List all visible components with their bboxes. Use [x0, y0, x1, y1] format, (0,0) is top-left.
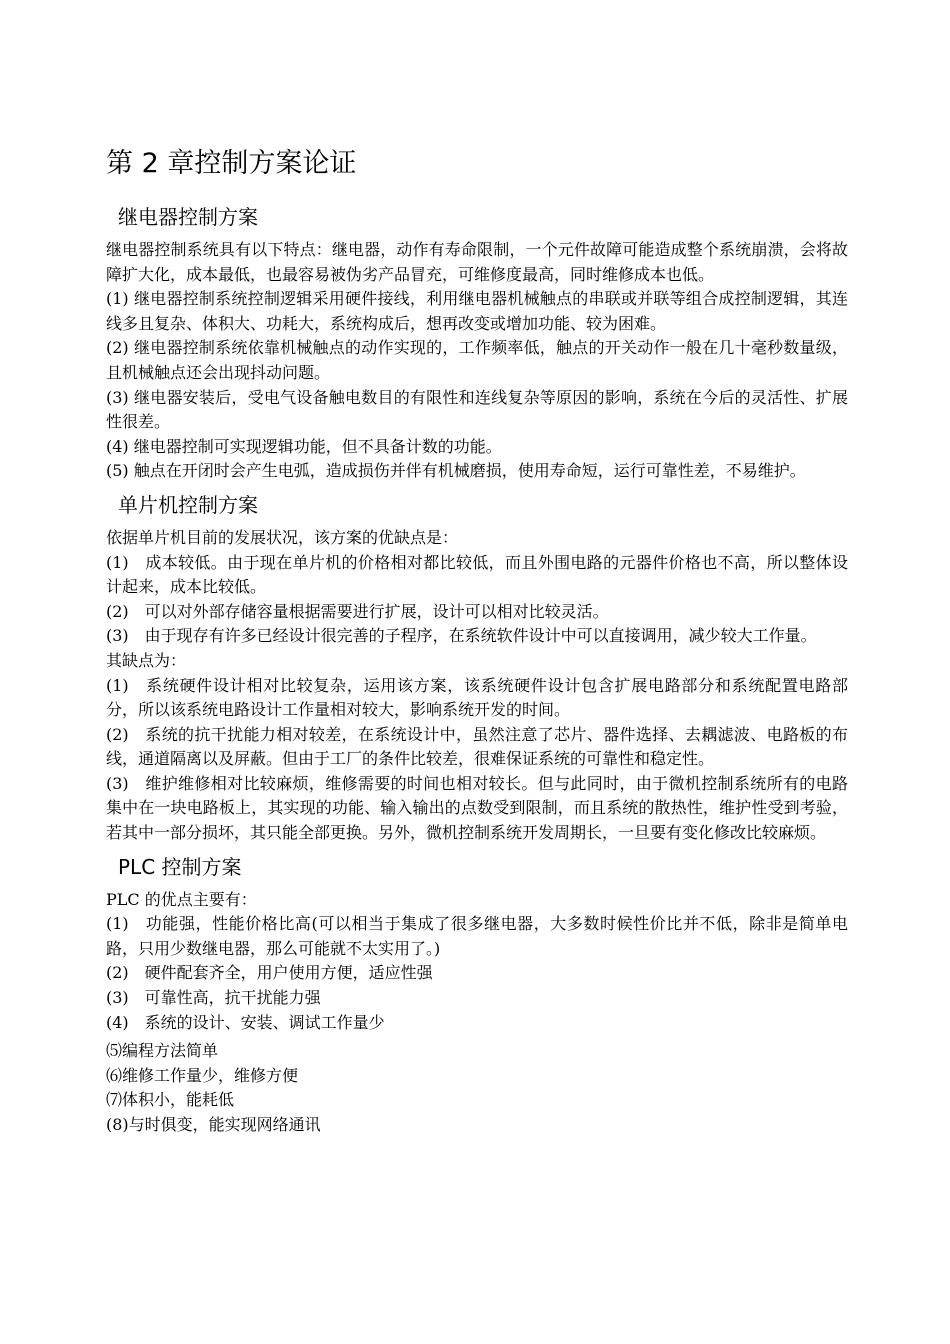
list-item: (3) 可靠性高，抗干扰能力强 — [106, 988, 321, 1008]
section-mcu-control — [106, 490, 848, 846]
section-heading: 继电器控制方案 — [118, 205, 258, 229]
list-item: (3) 由于现存有许多已经设计很完善的子程序，在系统软件设计中可以直接调用，减少较大工作量。 — [106, 626, 817, 646]
list-item: (2) 继电器控制系统依靠机械触点的动作实现的，工作频率低，触点的开关动作一般在几十毫秒数量级，且机械触点还会出现抖动问题。 — [106, 338, 848, 382]
list-item: ⑸编程方法简单 — [106, 1041, 219, 1061]
section-heading: 单片机控制方案 — [118, 492, 258, 517]
section-relay-control — [106, 202, 848, 484]
chapter-title: 第 2 章控制方案论证 — [106, 148, 357, 179]
list-item: (4) 继电器控制可实现逻辑功能，但不具备计数的功能。 — [106, 436, 502, 456]
list-item: (2) 系统的抗干扰能力相对较差，在系统设计中，虽然注意了芯片、器件选择、去耦滤波、电路板的布线，通道隔离以及屏蔽。但由于工厂的条件比较差，很难保证系统的可靠性和稳定性。 — [106, 724, 848, 769]
list-item: ⑺体积小，能耗低 — [106, 1090, 235, 1110]
document-page — [106, 144, 848, 1138]
section-plc-control — [106, 852, 848, 1138]
paragraph: PLC 的优点主要有： — [106, 889, 257, 909]
list-item: (3) 继电器安装后，受电气设备触电数目的有限性和连线复杂等原因的影响，系统在今后的灵活性、扩展性很差。 — [106, 387, 848, 432]
list-item: (8)与时俱变，能实现网络通讯 — [106, 1115, 321, 1134]
section-heading: PLC 控制方案 — [118, 854, 242, 879]
list-item: (1) 功能强，性能价格比高(可以相当于集成了很多继电器，大多数时候性价比并不低，除非是简单电路，只用少数继电器，那么可能就不太实用了。) — [106, 914, 848, 958]
paragraph: 依据单片机目前的发展状况，该方案的优缺点是： — [106, 527, 459, 547]
list-item: (4) 系统的设计、安装、调试工作量少 — [106, 1012, 385, 1032]
list-item: (3) 维护维修相对比较麻烦，维修需要的时间也相对较长。但与此同时，由于微机控制系统所有的电路集中在一块电路板上，其实现的功能、输入输出的点数受到限制，而且系统的散热性，维护性受到考验，若其中一部分损坏，其只能全部更换。另外，微机控制系统开发周期长，一旦要有变化修改比较麻烦。 — [106, 773, 848, 843]
list-item: (2) 硬件配套齐全，用户使用方便，适应性强 — [106, 963, 433, 983]
paragraph: 其缺点为： — [106, 650, 187, 670]
list-item: (2) 可以对外部存储容量根据需要进行扩展，设计可以相对比较灵活。 — [106, 601, 609, 621]
list-item: (1) 成本较低。由于现在单片机的价格相对都比较低，而且外围电路的元器件价格也不高，所以整体设计起来，成本比较低。 — [106, 552, 848, 597]
list-item: (1) 继电器控制系统控制逻辑采用硬件接线，利用继电器机械触点的串联或并联等组合成控制逻辑，其连线多且复杂、体积大、功耗大，系统构成后，想再改变或增加功能、较为困难。 — [106, 289, 848, 333]
list-item: ⑹维修工作量少，维修方便 — [106, 1065, 299, 1085]
paragraph: 继电器控制系统具有以下特点：继电器，动作有寿命限制，一个元件故障可能造成整个系统崩溃，会将故障扩大化，成本最低，也最容易被伪劣产品冒充，可维修度最高，同时维修成本也低。 — [106, 240, 848, 284]
list-item: (1) 系统硬件设计相对比较复杂，运用该方案，该系统硬件设计包含扩展电路部分和系统配置电路部分，所以该系统电路设计工作量相对较大，影响系统开发的时间。 — [106, 675, 848, 720]
list-item: (5) 触点在开闭时会产生电弧，造成损伤并伴有机械磨损，使用寿命短，运行可靠性差，不易维护。 — [106, 461, 806, 481]
